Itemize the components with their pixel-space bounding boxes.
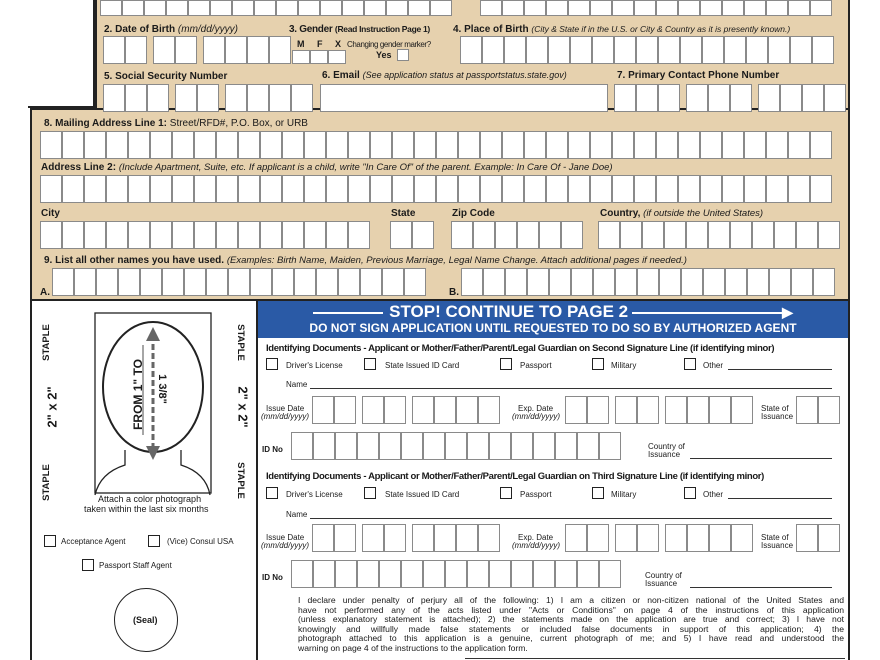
char-box[interactable] (533, 560, 555, 588)
char-box[interactable] (656, 175, 678, 203)
declaration-line-4: knowingly and willfully made false statements or included false documents in support of this application; 4) the (298, 623, 844, 634)
declaration-line-6: warning on page 4 of the instructions to the application form. (298, 642, 528, 653)
char-box[interactable] (577, 560, 599, 588)
id-docs-third-title: Identifying Documents - Applicant or Mother/Father/Parent/Legal Guardian on Third Signature Line (if identifying minor) (266, 471, 764, 482)
char-box[interactable] (555, 560, 577, 588)
passport-checkbox-2[interactable] (500, 358, 512, 370)
char-box[interactable] (150, 175, 172, 203)
char-box[interactable] (681, 268, 703, 296)
exp-date-hint-2: (mm/dd/yyyy) (512, 412, 560, 421)
other-name-a-field[interactable] (52, 268, 426, 296)
right-border (848, 0, 850, 660)
char-box[interactable] (436, 131, 458, 159)
char-box[interactable] (489, 560, 511, 588)
char-box[interactable] (348, 131, 370, 159)
issuance-label-3: Issuance (761, 541, 794, 550)
char-box[interactable] (294, 268, 316, 296)
char-box[interactable] (615, 268, 637, 296)
issue-date-field-3[interactable] (312, 524, 500, 552)
char-box[interactable] (730, 221, 752, 249)
char-box[interactable] (74, 268, 96, 296)
char-box[interactable] (348, 175, 370, 203)
char-box[interactable] (326, 221, 348, 249)
other-label-2: Other (703, 361, 724, 370)
char-box[interactable] (260, 221, 282, 249)
char-box[interactable] (172, 131, 194, 159)
name-field-remnant-2[interactable] (480, 0, 832, 16)
stop-text: STOP! CONTINUE TO PAGE 2 ▶ (258, 302, 848, 322)
char-box[interactable] (502, 131, 524, 159)
char-box[interactable] (370, 131, 392, 159)
char-box[interactable] (642, 221, 664, 249)
char-box[interactable] (360, 268, 382, 296)
staple-bottom-left: STAPLE (40, 464, 52, 501)
name-line-3[interactable] (310, 518, 832, 519)
id-no-label-3: ID No (262, 573, 283, 582)
other-names-label: 9. List all other names you have used. (Examples: Birth Name, Maiden, Previous Marriage, Legal Name Change. Attach additional pages if needed.) (44, 255, 687, 266)
char-box[interactable] (52, 268, 74, 296)
char-box[interactable] (392, 175, 414, 203)
staple-top-right: STAPLE (234, 324, 246, 361)
char-box[interactable] (379, 432, 401, 460)
military-checkbox-3[interactable] (592, 487, 604, 499)
char-box[interactable] (436, 175, 458, 203)
issue-date-label-2: Issue Date (266, 404, 305, 413)
char-box[interactable] (326, 175, 348, 203)
char-box[interactable] (382, 268, 404, 296)
char-box[interactable] (744, 131, 766, 159)
char-box[interactable] (401, 432, 423, 460)
char-box[interactable] (467, 432, 489, 460)
other-name-b-label: B. (449, 287, 459, 298)
char-box[interactable] (577, 432, 599, 460)
char-box[interactable] (620, 221, 642, 249)
char-box[interactable] (184, 268, 206, 296)
char-box[interactable] (700, 175, 722, 203)
seal-label: (Seal) (133, 615, 158, 625)
char-box[interactable] (172, 175, 194, 203)
country-of-label-3: Country of (645, 571, 682, 580)
char-box[interactable] (747, 268, 769, 296)
state-id-label-3: State Issued ID Card (385, 490, 460, 499)
char-box[interactable] (599, 560, 621, 588)
country-line-2[interactable] (690, 458, 832, 459)
zip-field[interactable] (451, 221, 583, 249)
mailing-label: 8. Mailing Address Line 1: Street/RFD#, P.O. Box, or URB (44, 118, 308, 129)
state-issuance-field-3[interactable] (796, 524, 840, 552)
char-box[interactable] (637, 268, 659, 296)
char-box[interactable] (480, 175, 502, 203)
char-box[interactable] (590, 131, 612, 159)
char-box[interactable] (304, 221, 326, 249)
military-label-2: Military (611, 361, 637, 370)
char-box[interactable] (304, 131, 326, 159)
char-box[interactable] (172, 221, 194, 249)
state-label: State (391, 208, 416, 219)
char-box[interactable] (533, 432, 555, 460)
pob-label: 4. Place of Birth (City & State if in the U.S. or City & Country as it is presently known.) (453, 24, 791, 35)
gender-yes-label: Yes (376, 50, 392, 60)
char-box[interactable] (813, 268, 835, 296)
char-box[interactable] (818, 221, 840, 249)
char-box[interactable] (62, 175, 84, 203)
mailing-field[interactable] (40, 131, 832, 159)
char-box[interactable] (511, 560, 533, 588)
char-box[interactable] (128, 221, 150, 249)
issue-date-hint-2: (mm/dd/yyyy) (261, 412, 309, 421)
char-box[interactable] (216, 131, 238, 159)
char-box[interactable] (216, 221, 238, 249)
name-field-remnant[interactable] (100, 0, 452, 16)
char-box[interactable] (40, 221, 62, 249)
char-box[interactable] (546, 175, 568, 203)
char-box[interactable] (524, 175, 546, 203)
signature-line[interactable] (465, 658, 845, 659)
photo-size-label: 1 3/8" (155, 374, 168, 404)
gender-x: X (335, 39, 342, 49)
drivers-license-label-2: Driver's License (286, 361, 343, 370)
photo-divider (256, 300, 258, 660)
photo-from-label: FROM 1" TO (130, 359, 145, 430)
char-box[interactable] (502, 175, 524, 203)
char-box[interactable] (505, 268, 527, 296)
exp-date-field-3[interactable] (565, 524, 753, 552)
char-box[interactable] (194, 131, 216, 159)
char-box[interactable] (96, 268, 118, 296)
dimension-left: 2" x 2" (44, 386, 60, 428)
declaration-line-3: (unless explanatory statement is attached); 2) the statements made on the application are true and correct; 3) I have not (298, 614, 844, 625)
char-box[interactable] (445, 560, 467, 588)
id-docs-second-title: Identifying Documents - Applicant or Mother/Father/Parent/Legal Guardian on Second Signature Line (if identifying minor) (266, 343, 775, 354)
char-box[interactable] (194, 221, 216, 249)
military-label-3: Military (611, 490, 637, 499)
gender-boxes[interactable] (292, 50, 346, 64)
left-border (30, 300, 32, 660)
char-box[interactable] (511, 432, 533, 460)
exp-date-label-2: Exp. Date (518, 404, 554, 413)
char-box[interactable] (423, 560, 445, 588)
char-box[interactable] (590, 175, 612, 203)
char-box[interactable] (282, 131, 304, 159)
char-box[interactable] (150, 221, 172, 249)
char-box[interactable] (128, 131, 150, 159)
char-box[interactable] (326, 131, 348, 159)
char-box[interactable] (338, 268, 360, 296)
char-box[interactable] (414, 175, 436, 203)
char-box[interactable] (722, 175, 744, 203)
char-box[interactable] (106, 131, 128, 159)
country-issuance-label-3: Issuance (645, 579, 678, 588)
passport-checkbox-3[interactable] (500, 487, 512, 499)
other-line-2[interactable] (728, 369, 832, 370)
vice-consul-checkbox[interactable] (148, 535, 160, 547)
char-box[interactable] (810, 131, 832, 159)
char-box[interactable] (458, 131, 480, 159)
char-box[interactable] (722, 131, 744, 159)
declaration-text (298, 596, 844, 654)
declaration-line-2: have not performed any of the acts listed under "Acts or Conditions" on page 4 of the instructions of this application (298, 604, 844, 615)
char-box[interactable] (524, 131, 546, 159)
warning-text: DO NOT SIGN APPLICATION UNTIL REQUESTED TO DO SO BY AUTHORIZED AGENT (309, 321, 797, 335)
char-box[interactable] (568, 131, 590, 159)
char-box[interactable] (370, 175, 392, 203)
char-box[interactable] (423, 432, 445, 460)
char-box[interactable] (549, 268, 571, 296)
drivers-license-checkbox-2[interactable] (266, 358, 278, 370)
char-box[interactable] (546, 131, 568, 159)
char-box[interactable] (489, 432, 511, 460)
char-box[interactable] (598, 221, 620, 249)
char-box[interactable] (467, 560, 489, 588)
char-box[interactable] (272, 268, 294, 296)
char-box[interactable] (40, 131, 62, 159)
char-box[interactable] (810, 175, 832, 203)
char-box[interactable] (766, 131, 788, 159)
char-box[interactable] (527, 268, 549, 296)
vice-consul-label: (Vice) Consul USA (167, 537, 234, 546)
state-of-label-2: State of (761, 404, 789, 413)
declaration-line-1: I declare under penalty of perjury all of the following: 1) I am a citizen or non-citizen national of the United States and (298, 595, 844, 605)
zip-label: Zip Code (452, 208, 495, 219)
staple-top-left: STAPLE (40, 324, 52, 361)
char-box[interactable] (445, 432, 467, 460)
other-checkbox-3[interactable] (684, 487, 696, 499)
char-box[interactable] (216, 175, 238, 203)
char-box[interactable] (282, 175, 304, 203)
acceptance-agent-label: Acceptance Agent (61, 537, 126, 546)
char-box[interactable] (150, 131, 172, 159)
char-box[interactable] (634, 175, 656, 203)
char-box[interactable] (774, 221, 796, 249)
char-box[interactable] (634, 131, 656, 159)
email-field[interactable] (320, 84, 608, 112)
char-box[interactable] (291, 432, 313, 460)
char-box[interactable] (260, 175, 282, 203)
char-box[interactable] (250, 268, 272, 296)
char-box[interactable] (404, 268, 426, 296)
military-checkbox-2[interactable] (592, 358, 604, 370)
char-box[interactable] (461, 268, 483, 296)
country-of-label-2: Country of (648, 442, 685, 451)
id-no-field-2[interactable] (291, 432, 621, 460)
exp-date-field-2[interactable] (565, 396, 753, 424)
gender-m: M (297, 39, 305, 49)
char-box[interactable] (106, 221, 128, 249)
char-box[interactable] (238, 221, 260, 249)
char-box[interactable] (357, 560, 379, 588)
name-label-2: Name (286, 380, 308, 389)
char-box[interactable] (84, 175, 106, 203)
char-box[interactable] (568, 175, 590, 203)
gender-change-checkbox[interactable] (397, 49, 409, 61)
char-box[interactable] (480, 131, 502, 159)
drivers-license-label-3: Driver's License (286, 490, 343, 499)
char-box[interactable] (194, 175, 216, 203)
pob-field[interactable] (460, 36, 834, 64)
char-box[interactable] (744, 175, 766, 203)
exp-date-label-3: Exp. Date (518, 533, 554, 542)
char-box[interactable] (84, 221, 106, 249)
gender-f: F (317, 39, 323, 49)
char-box[interactable] (788, 175, 810, 203)
char-box[interactable] (62, 131, 84, 159)
country-line-3[interactable] (690, 587, 832, 588)
line2-label: Address Line 2: (Include Apartment, Suite, etc. If applicant is a child, write "In Care Of" of the parent. Example: In Care Of - Jane Doe) (41, 162, 613, 173)
char-box[interactable] (238, 175, 260, 203)
char-box[interactable] (703, 268, 725, 296)
char-box[interactable] (316, 268, 338, 296)
char-box[interactable] (335, 432, 357, 460)
char-box[interactable] (571, 268, 593, 296)
char-box[interactable] (40, 175, 62, 203)
char-box[interactable] (725, 268, 747, 296)
other-line-3[interactable] (728, 498, 832, 499)
char-box[interactable] (752, 221, 774, 249)
country-field[interactable] (598, 221, 840, 249)
char-box[interactable] (291, 560, 313, 588)
staple-bottom-right: STAPLE (234, 462, 246, 499)
country-label: Country, (if outside the United States) (600, 208, 764, 219)
drivers-license-checkbox-3[interactable] (266, 487, 278, 499)
other-checkbox-2[interactable] (684, 358, 696, 370)
char-box[interactable] (357, 432, 379, 460)
char-box[interactable] (118, 268, 140, 296)
city-label: City (41, 208, 60, 219)
photo-guide-drawing (40, 305, 255, 520)
char-box[interactable] (238, 131, 260, 159)
top-left-blank (28, 0, 95, 108)
state-id-label-2: State Issued ID Card (385, 361, 460, 370)
other-name-b-field[interactable] (461, 268, 835, 296)
state-issuance-field-2[interactable] (796, 396, 840, 424)
other-label-3: Other (703, 490, 724, 499)
char-box[interactable] (228, 268, 250, 296)
char-box[interactable] (414, 131, 436, 159)
char-box[interactable] (612, 175, 634, 203)
char-box[interactable] (392, 131, 414, 159)
char-box[interactable] (140, 268, 162, 296)
char-box[interactable] (678, 131, 700, 159)
id-no-field-3[interactable] (291, 560, 621, 588)
declaration-line-5: photograph attached to this application is a genuine, current photograph of me; and 5) I have read and understood the (298, 633, 844, 644)
char-box[interactable] (612, 131, 634, 159)
name-label-3: Name (286, 510, 308, 519)
issue-date-hint-3: (mm/dd/yyyy) (261, 541, 309, 550)
char-box[interactable] (304, 175, 326, 203)
other-name-a-label: A. (40, 287, 50, 298)
dob-label: 2. Date of Birth (mm/dd/yyyy) (104, 24, 238, 35)
ssn-field[interactable] (103, 84, 313, 112)
char-box[interactable] (401, 560, 423, 588)
char-box[interactable] (659, 268, 681, 296)
char-box[interactable] (599, 432, 621, 460)
issue-date-label-3: Issue Date (266, 533, 305, 542)
state-of-label-3: State of (761, 533, 789, 542)
exp-date-hint-3: (mm/dd/yyyy) (512, 541, 560, 550)
char-box[interactable] (656, 131, 678, 159)
gender-label: 3. Gender (Read Instruction Page 1) (289, 24, 430, 35)
dimension-right: 2" x 2" (235, 386, 251, 428)
city-field[interactable] (40, 221, 370, 249)
acceptance-agent-checkbox[interactable] (44, 535, 56, 547)
char-box[interactable] (708, 221, 730, 249)
phone-field[interactable] (614, 84, 846, 112)
char-box[interactable] (348, 221, 370, 249)
char-box[interactable] (335, 560, 357, 588)
passport-label-2: Passport (520, 361, 552, 370)
char-box[interactable] (379, 560, 401, 588)
staff-agent-label: Passport Staff Agent (99, 561, 172, 570)
char-box[interactable] (700, 131, 722, 159)
photo-area (40, 305, 255, 520)
name-line-2[interactable] (310, 388, 832, 389)
state-id-checkbox-2[interactable] (364, 358, 376, 370)
char-box[interactable] (313, 560, 335, 588)
state-id-checkbox-3[interactable] (364, 487, 376, 499)
photo-caption-2: taken within the last six months (84, 504, 209, 514)
gender-change-label: Changing gender marker? (347, 40, 431, 49)
char-box[interactable] (788, 131, 810, 159)
ssn-label: 5. Social Security Number (104, 71, 228, 82)
char-box[interactable] (796, 221, 818, 249)
char-box[interactable] (769, 268, 791, 296)
char-box[interactable] (106, 175, 128, 203)
email-label: 6. Email (See application status at passportstatus.state.gov) (322, 70, 567, 81)
char-box[interactable] (162, 268, 184, 296)
photo-caption-1: Attach a color photograph (98, 494, 202, 504)
issuance-label-2: Issuance (761, 412, 794, 421)
dob-field[interactable] (103, 36, 291, 64)
char-box[interactable] (313, 432, 335, 460)
issue-date-field-2[interactable] (312, 396, 500, 424)
phone-label: 7. Primary Contact Phone Number (617, 70, 780, 81)
state-field[interactable] (390, 221, 434, 249)
char-box[interactable] (260, 131, 282, 159)
char-box[interactable] (686, 221, 708, 249)
char-box[interactable] (593, 268, 615, 296)
char-box[interactable] (766, 175, 788, 203)
char-box[interactable] (458, 175, 480, 203)
char-box[interactable] (282, 221, 304, 249)
line2-field[interactable] (40, 175, 832, 203)
char-box[interactable] (791, 268, 813, 296)
char-box[interactable] (128, 175, 150, 203)
char-box[interactable] (62, 221, 84, 249)
char-box[interactable] (84, 131, 106, 159)
char-box[interactable] (555, 432, 577, 460)
char-box[interactable] (206, 268, 228, 296)
char-box[interactable] (483, 268, 505, 296)
char-box[interactable] (664, 221, 686, 249)
country-issuance-label-2: Issuance (648, 450, 681, 459)
char-box[interactable] (678, 175, 700, 203)
passport-label-3: Passport (520, 490, 552, 499)
id-no-label-2: ID No (262, 445, 283, 454)
staff-agent-checkbox[interactable] (82, 559, 94, 571)
